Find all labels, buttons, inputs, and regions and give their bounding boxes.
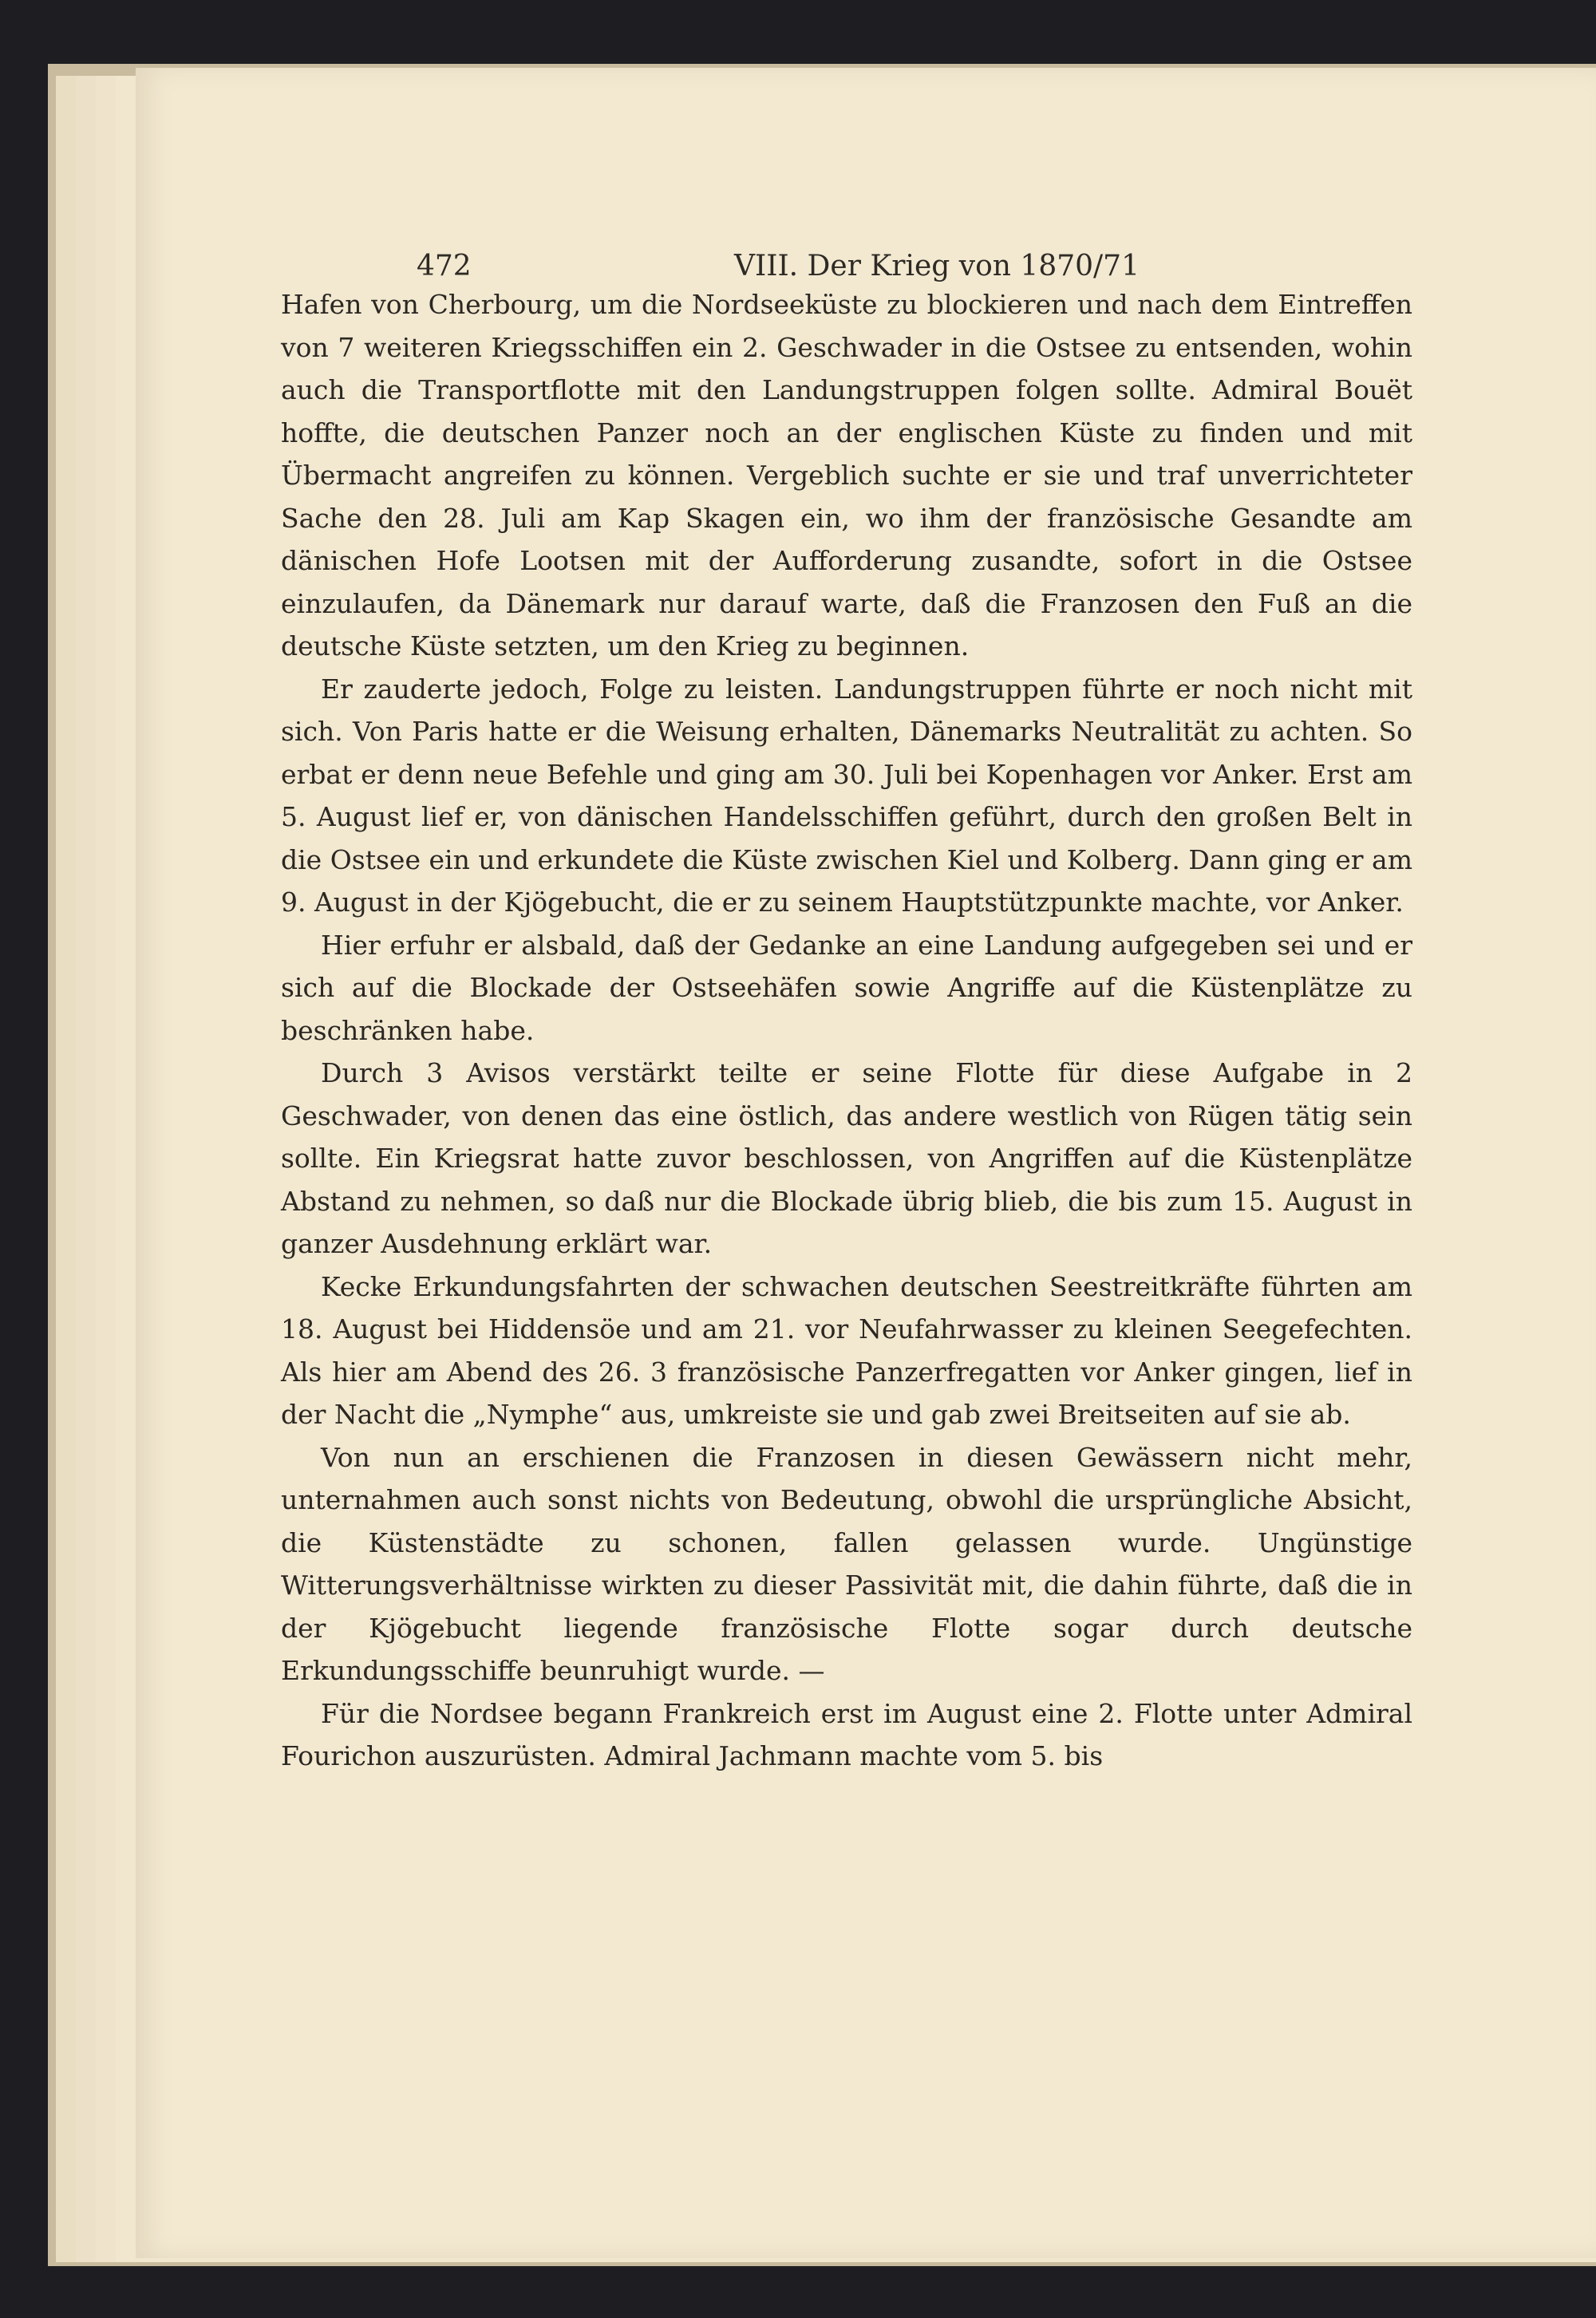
paragraph: Hier erfuhr er alsbald, daß der Gedanke an eine Landung aufgegeben sei und er sich auf die Blockade der Ostseehäfen sowie Angriffe auf die Küstenplätze zu beschränken habe.	[281, 929, 1412, 1046]
paragraph: Kecke Erkundungsfahrten der schwachen deutschen Seestreitkräfte führten am 18. August bei Hiddensöe und am 21. vor Neufahrwasser zu kleinen Seegefechten. Als hier am Abend des 26. 3 französische Panzerfregatten vor Anker gingen, lief in der Nacht die „Nymphe“ aus, umkreiste sie und gab zwei Breitseiten auf sie ab.	[281, 1270, 1412, 1430]
paragraph: Durch 3 Avisos verstärkt teilte er seine Flotte für diese Aufgabe in 2 Geschwader, von denen das eine östlich, das andere westlich von Rügen tätig sein sollte. Ein Kriegsrat hatte zuvor beschlossen, von Angriffen auf die Küstenplätze Abstand zu nehmen, so daß nur die Blockade übrig blieb, die bis zum 15. August in ganzer Ausdehnung erklärt war.	[281, 1057, 1412, 1259]
paragraph: Von nun an erschienen die Franzosen in diesen Gewässern nicht mehr, unternahmen auch sonst nichts von Bedeutung, obwohl die ursprüngliche Absicht, die Küstenstädte zu schonen, fallen gelassen wurde. Ungünstige Witterungsverhältnisse wirkten zu dieser Passivität mit, die dahin führte, daß die in der Kjögebucht liegende französische Flotte sogar durch deutsche Erkundungsschiffe beunruhigt wurde. —	[281, 1441, 1412, 1686]
body-text	[281, 283, 1412, 1778]
paragraph: Hafen von Cherbourg, um die Nordseeküste zu blockieren und nach dem Eintreffen von 7 weiteren Kriegsschiffen ein 2. Geschwader in die Ostsee zu entsenden, wohin auch die Transportflotte mit den Landungstruppen folgen sollte. Admiral Bouët hoffte, die deutschen Panzer noch an der englischen Küste zu finden und mit Übermacht angreifen zu können. Vergeblich suchte er sie und traf unverrichteter Sache den 28. Juli am Kap Skagen ein, wo ihm der französische Gesandte am dänischen Hofe Lootsen mit der Aufforderung zusandte, sofort in die Ostsee einzulaufen, da Dänemark nur darauf warte, daß die Franzosen den Fuß an die deutsche Küste setzten, um den Krieg zu beginnen.	[281, 289, 1412, 661]
paragraph: Er zauderte jedoch, Folge zu leisten. Landungstruppen führte er noch nicht mit sich. Von Paris hatte er die Weisung erhalten, Dänemarks Neutralität zu achten. So erbat er denn neue Befehle und ging am 30. Juli bei Kopenhagen vor Anker. Erst am 5. August lief er, von dänischen Handelsschiffen geführt, durch den großen Belt in die Ostsee ein und erkundete die Küste zwischen Kiel und Kolberg. Dann ging er am 9. August in der Kjögebucht, die er zu seinem Hauptstützpunkte machte, vor Anker.	[281, 673, 1412, 918]
page-number: 472	[417, 250, 472, 282]
running-head: VIII. Der Krieg von 1870/71	[734, 250, 1140, 282]
paragraph: Für die Nordsee begann Frankreich erst im August eine 2. Flotte unter Admiral Fourichon auszurüsten. Admiral Jachmann machte vom 5. bis	[281, 1697, 1412, 1771]
